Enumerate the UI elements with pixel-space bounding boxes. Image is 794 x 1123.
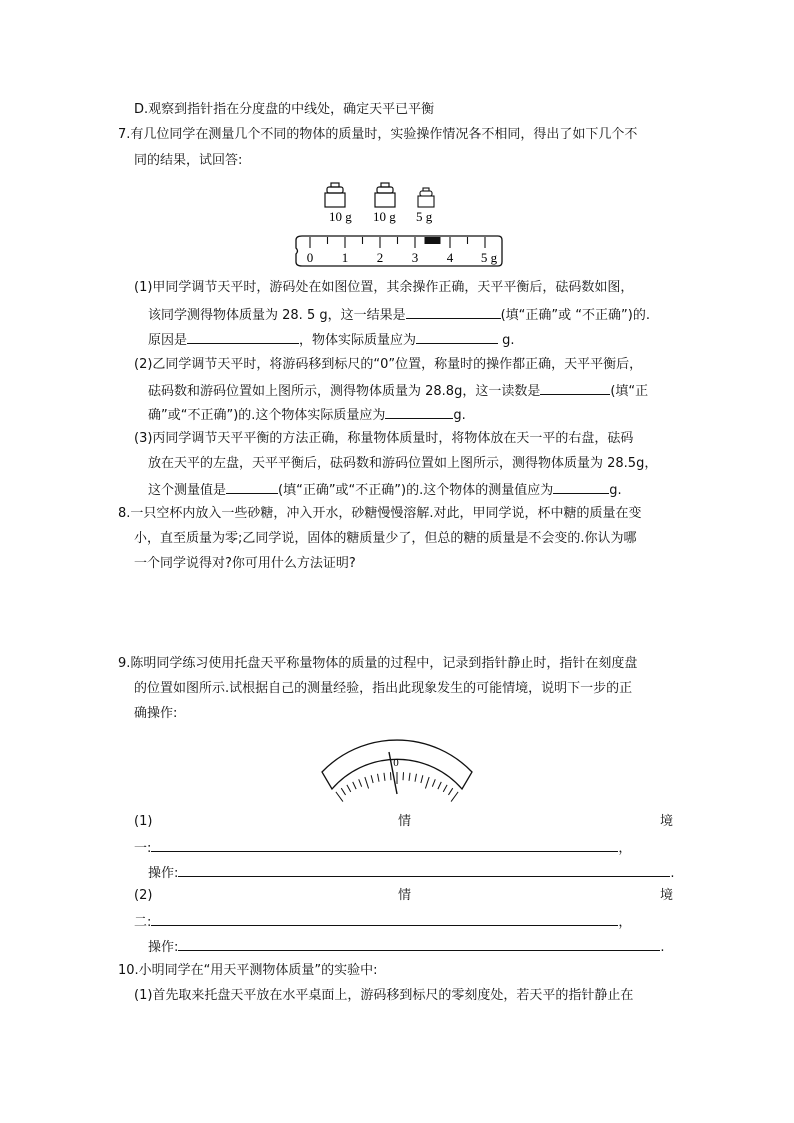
q7-p1-text-c: 原因是 [148,333,188,348]
ruler-labels [307,250,498,265]
q7-p2-blank-2[interactable] [385,404,453,419]
q7-p2-text-c: 确”或“不正确”)的.这个物体实际质量应为 [148,408,386,423]
q7-p2-line2 [148,380,648,402]
q9-s2-line3 [148,936,665,958]
dial-tick [347,785,351,792]
q7-p1-line3 [148,329,515,351]
q7-p2-line3 [148,404,466,426]
dial-tick [336,792,343,802]
q9-s1-blank-2[interactable] [178,862,670,877]
q7-p1-blank-1[interactable] [406,304,501,319]
q7-p3-blank-2[interactable] [553,479,609,494]
dial-tick [365,777,369,788]
dial-tick [415,774,416,782]
q7-p1-blank-2[interactable] [187,329,299,344]
q9-s2-op: 操作: [148,940,179,955]
ruler-label-2: 2 [376,250,384,265]
q7-p3-text-c: g. [609,483,622,498]
weight-label-1: 10 g [329,209,352,224]
dial-tick [359,779,362,786]
q9-s1-num: (1) [134,814,153,829]
dial-tick [432,779,435,786]
weight-10g-icon-2 [375,183,395,207]
q7-p3-line1: (3)丙同学调节天平平衡的方法正确，称量物体质量时，将物体放在天一平的右盘，砝码 [134,431,634,446]
q6-option-d: D.观察到指针指在分度盘的中线处，确定天平已平衡 [134,102,435,117]
q7-p1-blank-3[interactable] [416,329,498,344]
q9-s1-line2 [134,837,631,859]
q9-line3: 确操作: [134,706,178,721]
dial-tick [409,773,410,781]
dial-tick [421,775,423,783]
q7-stem-line2: 同的结果，试回答: [134,153,243,168]
q9-s1-comma: ， [618,841,632,856]
q7-p3-text-b: (填“正确”或“不正确”)的.这个物体的测量值应为 [278,483,554,498]
q7-stem-line1: 7.有几位同学在测量几个不同的物体的质量时，实验操作情况各不相同，得出了如下几个不 [118,127,638,142]
q7-p1-text-d: ，物体实际质量应为 [299,333,417,348]
q9-s2-qing: 情 [398,888,412,903]
q7-p3-blank-1[interactable] [226,479,278,494]
q7-p1-text-a: 该同学测得物体质量为 28. 5 g，这一结果是 [148,308,406,323]
ruler-ticks [310,237,485,248]
q7-p2-text-a: 砝码数和游码位置如上图所示，测得物体质量为 28.8g，这一读数是 [148,384,541,399]
q8-line3: 一个同学说得对?你可用什么方法证明? [134,556,356,571]
q9-s2-cont: 二: [134,915,152,930]
dial-tick [341,788,345,795]
rider-ruler [296,236,502,266]
dial-tick [378,774,379,782]
q7-p1-line1: (1)甲同学调节天平时，游码处在如图位置，其余操作正确，天平平衡后，砝码数如图， [134,280,634,295]
dial-tick [425,777,429,788]
dial-tick [438,782,441,789]
dial-tick [403,772,404,780]
ruler-label-5: 5 g [480,250,498,265]
weight-5g-icon [418,188,434,207]
q7-p2-line1: (2)乙同学调节天平时，将游码移到标尺的“0”位置，称量时的操作都正确，天平平衡后， [134,357,643,372]
q7-p1-line2 [148,304,650,326]
dial-tick [390,772,391,780]
q7-p1-text-b: (填“正确”或 “不正确”)的. [500,308,650,323]
q9-s2-jing: 境 [660,888,674,903]
q9-s1-blank-1[interactable] [151,837,618,852]
dial-tick [448,788,452,795]
q9-s2-num: (2) [134,888,153,903]
weight-label-2: 10 g [373,209,396,224]
weights-ruler-figure [290,178,510,268]
q9-s1-cont: 一: [134,841,152,856]
weight-label-3: 5 g [416,209,433,224]
q9-s2-blank-1[interactable] [151,911,618,926]
ruler-label-0: 0 [306,250,314,265]
q7-p2-text-b: (填“正 [610,384,649,399]
ruler-label-3: 3 [411,250,419,265]
rider-marker [425,237,441,244]
dial-tick [451,792,458,802]
q9-s1-qing: 情 [398,814,412,829]
dial-tick [371,775,373,783]
q7-p2-text-d: g. [453,408,466,423]
q9-s2-end: . [660,940,665,955]
q8-line2: 小，直至质量为零;乙同学说，固体的糖质量少了，但总的糖的质量是不会变的.你认为哪 [134,531,637,546]
q9-s1-line3 [148,862,675,884]
q9-s2-comma: ， [618,915,632,930]
q8-line1: 8.一只空杯内放入一些砂糖，冲入开水，砂糖慢慢溶解.对此，甲同学说，杯中糖的质量在变 [118,506,642,521]
q9-s1-op: 操作: [148,866,179,881]
q10-line1: 10.小明同学在“用天平测物体质量”的实验中: [118,963,378,978]
q9-s1-end: . [670,866,675,881]
q9-s2-blank-2[interactable] [178,936,660,951]
ruler-label-1: 1 [341,250,349,265]
q9-line2: 的位置如图所示.试根据自己的测量经验，指出此现象发生的可能情境，说明下一步的正 [134,681,633,696]
dial-zero-label: 0 [393,757,399,769]
q7-p2-blank-1[interactable] [540,380,610,395]
q9-s2-line2 [134,911,631,933]
q10-line2: (1)首先取来托盘天平放在水平桌面上，游码移到标尺的零刻度处，若天平的指针静止在 [134,988,634,1003]
dial-tick [353,782,356,789]
pointer-dial-figure [318,734,478,804]
weight-10g-icon-1 [325,183,345,207]
dial-tick [384,773,385,781]
q9-line1: 9.陈明同学练习使用托盘天平称量物体的质量的过程中，记录到指针静止时，指针在刻度盘 [118,656,638,671]
ruler-label-4: 4 [446,250,454,265]
q7-p1-text-e: g. [498,333,515,348]
dial-ticks [336,772,458,802]
q7-p3-text-a: 这个测量值是 [148,483,227,498]
dial-tick [443,785,447,792]
q7-p3-line2: 放在天平的左盘，天平平衡后，砝码数和游码位置如上图所示，测得物体质量为 28.5g， [148,456,658,471]
q7-p3-line3 [148,479,622,501]
q9-s1-jing: 境 [660,814,674,829]
